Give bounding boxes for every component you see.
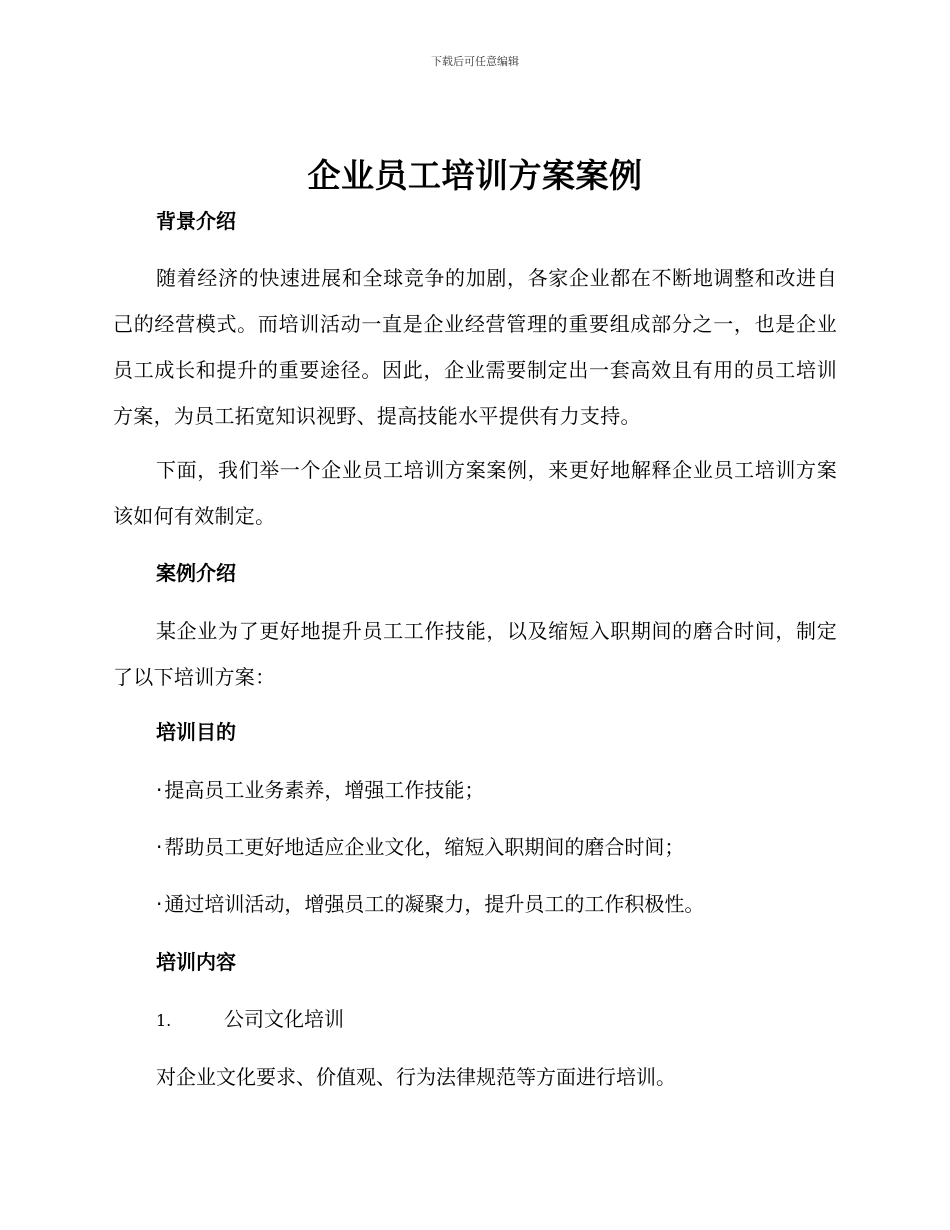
section-heading-purpose: 培训目的 (156, 720, 236, 744)
bullet-icon: · (156, 835, 163, 859)
purpose-bullet-text: 通过培训活动，增强员工的凝聚力，提升员工的工作积极性。 (164, 892, 705, 916)
section-heading-content: 培训内容 (156, 950, 236, 974)
bullet-icon: · (156, 892, 163, 916)
section-heading-case: 案例介绍 (156, 561, 236, 585)
section-heading-background: 背景介绍 (156, 209, 236, 233)
case-paragraph: 某企业为了更好地提升员工工作技能，以及缩短入职期间的磨合时间，制定了以下培训方案： (113, 619, 837, 689)
purpose-bullet-item (156, 890, 704, 918)
background-paragraph-2: 下面，我们举一个企业员工培训方案案例，来更好地解释企业员工培训方案该如何有效制定。 (113, 458, 837, 528)
purpose-bullet-item (156, 776, 484, 804)
purpose-bullet-text: 帮助员工更好地适应企业文化，缩短入职期间的磨合时间； (164, 835, 685, 859)
purpose-bullet-text: 提高员工业务素养，增强工作技能； (164, 778, 485, 802)
content-item-description: 对企业文化要求、价值观、行为法律规范等方面进行培训。 (156, 1065, 676, 1089)
item-title: 公司文化培训 (224, 1007, 344, 1031)
item-number: 1. (156, 1011, 172, 1030)
document-title: 企业员工培训方案案例 (307, 156, 643, 195)
background-paragraph-1: 随着经济的快速进展和全球竞争的加剧，各家企业都在不断地调整和改进自己的经营模式。而培训活动一直是企业经营管理的重要组成部分之一，也是企业员工成长和提升的重要途径。因此，企业需要制定出一套高效且有用的员工培训方案，为员工拓宽知识视野、提高技能水平提供有力支持。 (113, 266, 837, 428)
content-numbered-item (156, 1005, 344, 1035)
header-note: 下载后可任意编辑 (431, 55, 519, 68)
purpose-bullet-item (156, 833, 684, 861)
bullet-icon: · (156, 778, 163, 802)
